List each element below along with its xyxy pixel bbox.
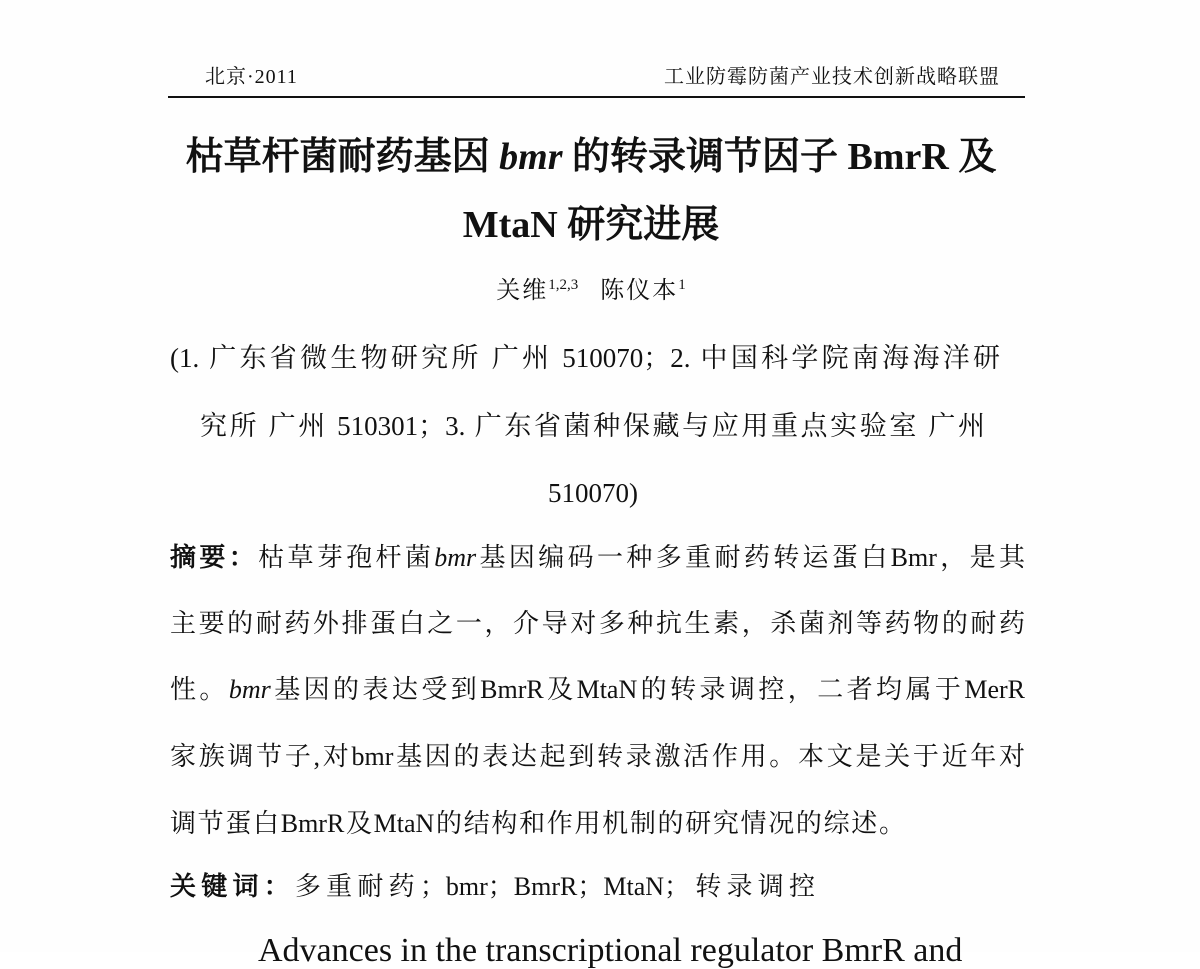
title-gene-name: bmr: [499, 136, 563, 178]
abstract-text: 枯草芽孢杆菌: [258, 543, 435, 572]
keyword: 多重耐药: [294, 872, 420, 901]
abstract-label: 摘要：: [170, 543, 259, 572]
title-text-post: 的转录调节因子 BmrR 及: [562, 136, 997, 178]
author-name: 关维: [496, 278, 549, 304]
abstract-text: 基因的表达受到BmrR及MtaN的转录调控，二者均属于MerR: [270, 675, 1025, 704]
keyword-separator: ；: [664, 872, 691, 901]
keyword: 转录调控: [690, 872, 815, 901]
abstract-line: 家族调节子,对bmr基因的表达起到转录激活作用。本文是关于近年对: [170, 742, 1025, 771]
keywords-line: [170, 869, 815, 907]
abstract-gene-name: bmr: [434, 543, 477, 572]
paper-title-line-1: [168, 133, 1014, 181]
keyword-separator: ；: [487, 872, 514, 901]
author-name: 陈仪本: [600, 278, 679, 304]
header-location-year: 北京·2011: [205, 66, 298, 88]
header-organization: 工业防霉防菌产业技术创新战略联盟: [664, 66, 1000, 88]
abstract-line: 调节蛋白BmrR及MtaN的结构和作用机制的研究情况的综述。: [170, 809, 905, 838]
abstract-line: 主要的耐药外排蛋白之一，介导对多种抗生素，杀菌剂等药物的耐药: [170, 609, 1025, 638]
keyword: BmrR: [513, 872, 578, 901]
author-line: [168, 275, 1014, 307]
keyword: bmr: [445, 872, 488, 901]
affiliation-line: (1. 广东省微生物研究所 广州 510070；2. 中国科学院南海海洋研: [170, 343, 1000, 373]
author-affiliation-marker: 1: [678, 277, 686, 293]
english-title-clip: [258, 932, 1038, 969]
abstract-text: 基因编码一种多重耐药转运蛋白Bmr，是其: [476, 543, 1025, 572]
abstract-line: [170, 540, 1025, 578]
title-text-pre: 枯草杆菌耐药基因: [185, 136, 500, 178]
abstract-gene-name: bmr: [228, 675, 271, 704]
keyword-separator: ；: [577, 872, 604, 901]
english-title-line: Advances in the transcriptional regulator BmrR and: [258, 932, 963, 969]
affiliation-line: 究所 广州 510301；3. 广东省菌种保藏与应用重点实验室 广州: [200, 411, 985, 441]
abstract-text: 性。: [170, 675, 229, 704]
author-affiliation-marker: 1,2,3: [548, 277, 579, 293]
keyword: MtaN: [603, 872, 665, 901]
abstract-line: [170, 672, 1025, 710]
header-rule: [168, 96, 1025, 98]
keywords-label: 关键词：: [170, 872, 295, 901]
paper-title-line-2: MtaN 研究进展: [462, 204, 720, 246]
keyword-separator: ；: [419, 872, 446, 901]
affiliation-line: 510070): [548, 478, 638, 508]
